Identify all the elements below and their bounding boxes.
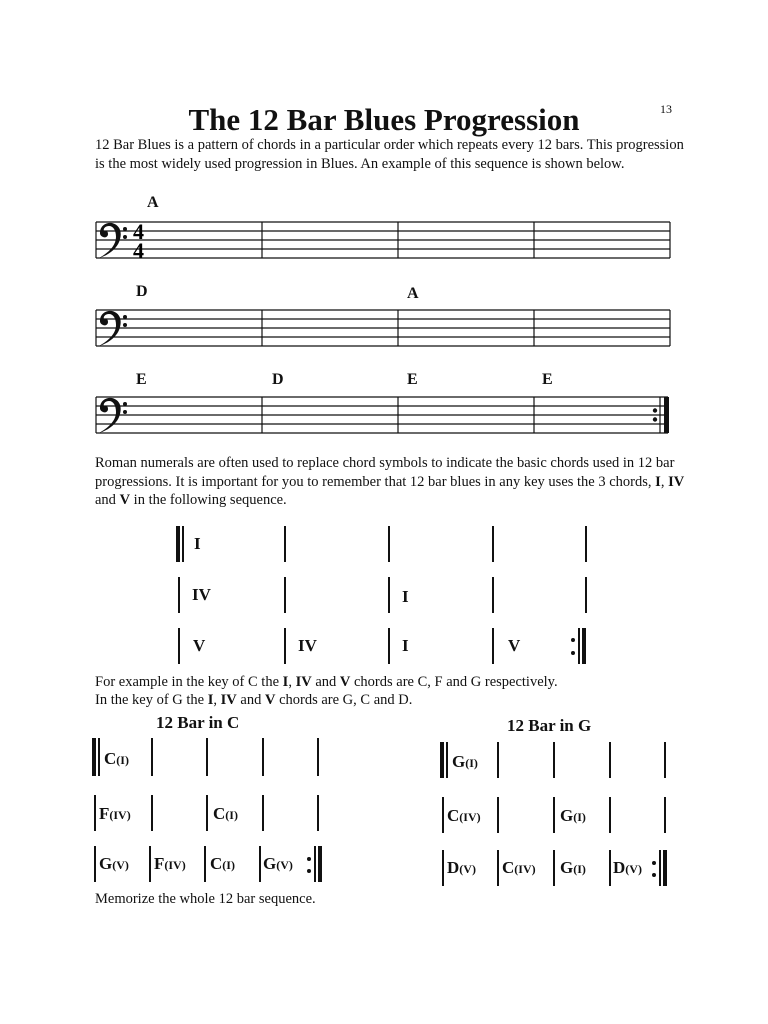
- repeat-dot: [653, 408, 657, 412]
- chord-label-c: G(V): [99, 854, 129, 873]
- barline: [262, 795, 264, 831]
- repeat-dot: [307, 869, 311, 873]
- staff-chord: E: [407, 371, 418, 388]
- chord-label-g: C(IV): [502, 858, 536, 877]
- staff-line-group-1: [96, 222, 670, 258]
- roman-numeral: I: [402, 636, 409, 655]
- barline: [446, 742, 448, 778]
- roman-numeral: V: [508, 636, 521, 655]
- barline: [318, 846, 322, 882]
- barline: [578, 628, 580, 664]
- chord-label-g: C(IV): [447, 806, 481, 825]
- key-c-heading: 12 Bar in C: [156, 713, 240, 732]
- example-line-2: In the key of G the I, IV and V chords are G, C and D.: [95, 692, 413, 708]
- chord-label-c: F(IV): [154, 854, 186, 873]
- repeat-dot: [307, 857, 311, 861]
- barline: [492, 628, 494, 664]
- roman-numeral: V: [193, 636, 206, 655]
- page-title: The 12 Bar Blues Progression: [188, 102, 580, 137]
- barline: [178, 628, 180, 664]
- repeat-dot: [653, 417, 657, 421]
- barline: [442, 850, 444, 886]
- barline: [440, 742, 444, 778]
- staff-line-group-3: [96, 397, 668, 433]
- barline: [553, 797, 555, 833]
- chord-label-c: F(IV): [99, 804, 131, 823]
- barline: [182, 526, 184, 562]
- barline: [585, 577, 587, 613]
- barline: [94, 795, 96, 831]
- barline: [314, 846, 316, 882]
- barline: [609, 797, 611, 833]
- footer-instruction: Memorize the whole 12 bar sequence.: [95, 891, 316, 907]
- staff-chord: E: [542, 371, 553, 388]
- key-g-heading: 12 Bar in G: [507, 716, 592, 735]
- barline: [497, 742, 499, 778]
- barline: [497, 850, 499, 886]
- barline: [388, 577, 390, 613]
- repeat-dot: [571, 651, 575, 655]
- barline: [206, 795, 208, 831]
- roman-numeral: I: [402, 587, 409, 606]
- barline: [149, 846, 151, 882]
- barline: [585, 526, 587, 562]
- barline: [388, 526, 390, 562]
- chord-label-g: G(I): [452, 752, 478, 771]
- staff-chord: E: [136, 371, 147, 388]
- chord-label-g: G(I): [560, 858, 586, 877]
- barline: [609, 742, 611, 778]
- barline: [553, 850, 555, 886]
- barline: [98, 738, 100, 776]
- roman-numeral: IV: [192, 585, 211, 604]
- chord-label-c: G(V): [263, 854, 293, 873]
- staff-chord: A: [147, 194, 159, 211]
- repeat-dot: [652, 861, 656, 865]
- barline: [284, 628, 286, 664]
- roman-numeral: I: [194, 534, 201, 553]
- repeat-dot: [571, 638, 575, 642]
- barline: [92, 738, 96, 776]
- barline: [206, 738, 208, 776]
- chord-label-c: C(I): [104, 749, 129, 768]
- barline: [262, 738, 264, 776]
- barline: [317, 738, 319, 776]
- barline: [609, 850, 611, 886]
- roman-numeral: IV: [298, 636, 317, 655]
- barline: [204, 846, 206, 882]
- intro-paragraph: 12 Bar Blues is a pattern of chords in a particular order which repeats every 12 bars. This progression is the most widely used progression in Blues. An example of this sequence is shown below.: [95, 137, 684, 172]
- barline: [553, 742, 555, 778]
- repeat-dot: [652, 873, 656, 877]
- staff-line-group-2: [96, 310, 670, 346]
- chord-label-c: C(I): [213, 804, 238, 823]
- barline: [492, 526, 494, 562]
- time-signature-bottom: 4: [133, 238, 144, 263]
- page-number: 13: [660, 102, 672, 116]
- staff-chord: D: [272, 371, 284, 388]
- staff-chord: D: [136, 283, 148, 300]
- barline: [497, 797, 499, 833]
- barline: [284, 577, 286, 613]
- barline: [442, 797, 444, 833]
- chord-label-c: C(I): [210, 854, 235, 873]
- final-barline: [664, 397, 669, 433]
- barline: [178, 577, 180, 613]
- barline: [492, 577, 494, 613]
- barline: [284, 526, 286, 562]
- barline: [259, 846, 261, 882]
- chord-label-g: D(V): [447, 858, 476, 877]
- barline: [94, 846, 96, 882]
- barline: [664, 742, 666, 778]
- roman-paragraph: Roman numerals are often used to replace chord symbols to indicate the basic chords used in 12 bar progressions. It is important for you to remember that 12 bar blues in any key uses the 3 chords, I, IV and V in the following sequence.: [95, 455, 685, 508]
- time-signature-top: 4: [133, 219, 144, 244]
- barline: [151, 738, 153, 776]
- example-line-1: For example in the key of C the I, IV and V chords are C, F and G respectively.: [95, 674, 558, 690]
- barline: [663, 850, 667, 886]
- start-repeat-barline: [176, 526, 180, 562]
- barline: [317, 795, 319, 831]
- barline: [388, 628, 390, 664]
- chord-label-g: G(I): [560, 806, 586, 825]
- barline: [664, 797, 666, 833]
- staff-chord: A: [407, 285, 419, 302]
- chord-label-g: D(V): [613, 858, 642, 877]
- barline: [151, 795, 153, 831]
- barline: [659, 850, 661, 886]
- end-repeat-barline: [582, 628, 586, 664]
